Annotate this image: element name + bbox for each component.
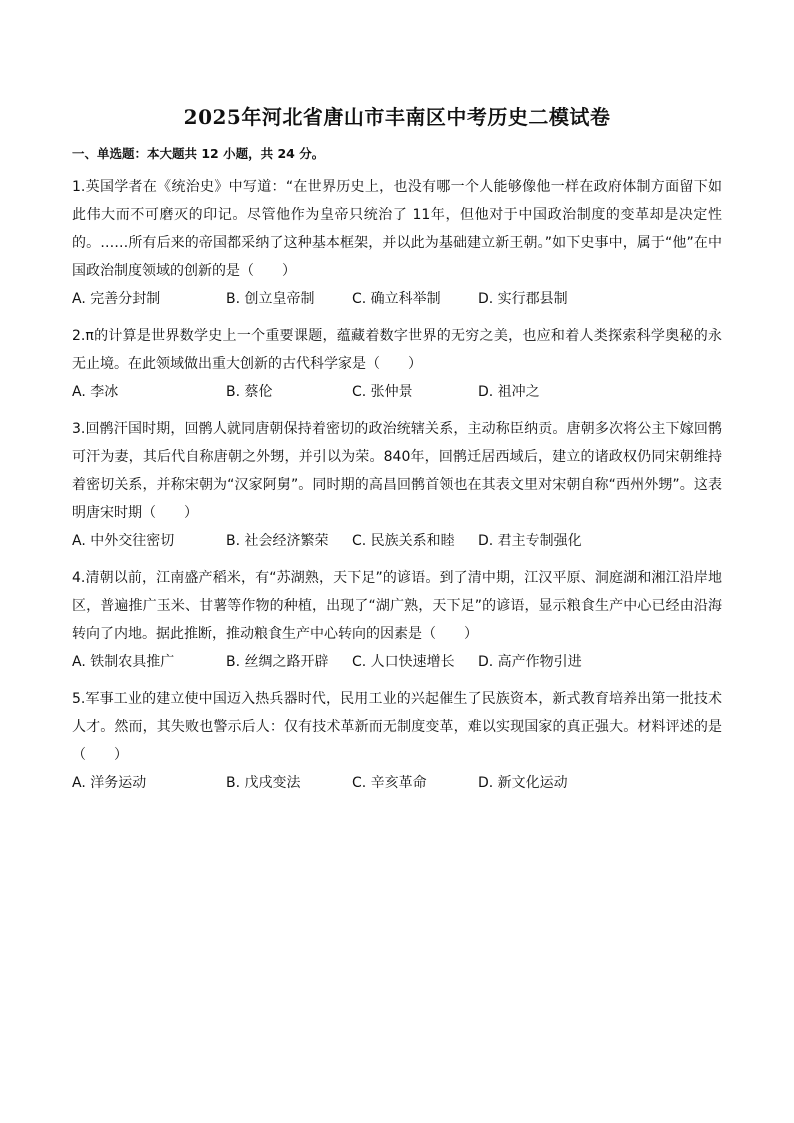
option-c: C. 辛亥革命 xyxy=(352,775,427,791)
question-2 xyxy=(72,322,722,406)
question-stem: 4.清朝以前，江南盛产稻米，有“苏湖熟，天下足”的谚语。到了清中期，江汉平原、洞庭湖和湘江沿岸地区，普遍推广玉米、甘薯等作物的种植，出现了“湖广熟，天下足”的谚语，显示粮食生产中心已经由沿海转向了内地。据此推断，推动粮食生产中心转向的因素是（ ） xyxy=(72,570,722,642)
option-a: A. 铁制农具推广 xyxy=(72,654,175,670)
option-b: B. 创立皇帝制 xyxy=(226,291,315,307)
question-stem: 2.π的计算是世界数学史上一个重要课题，蕴藏着数字世界的无穷之美，也应和着人类探索科学奥秘的永无止境。在此领域做出重大创新的古代科学家是（ ） xyxy=(72,328,722,372)
option-c: C. 民族关系和睦 xyxy=(352,533,455,549)
option-c: C. 确立科举制 xyxy=(352,291,441,307)
option-c: C. 人口快速增长 xyxy=(352,654,455,670)
option-row xyxy=(72,285,722,313)
question-stem: 3.回鹘汗国时期，回鹘人就同唐朝保持着密切的政治统辖关系，主动称臣纳贡。唐朝多次将公主下嫁回鹘可汗为妻，其后代自称唐朝之外甥，并引以为荣。840年，回鹘迁居西域后，建立的诸政权仍同宋朝维持着密切关系，并称宋朝为“汉家阿舅”。同时期的高昌回鹘首领也在其表文里对宋朝自称“西州外甥”。这表明唐宋时期（ ） xyxy=(72,421,722,521)
option-d: D. 实行郡县制 xyxy=(478,291,568,307)
question-stem: 1.英国学者在《统治史》中写道：“在世界历史上，也没有哪一个人能够像他一样在政府体制方面留下如此伟大而不可磨灭的印记。尽管他作为皇帝只统治了 11年，但他对于中国政治制度的变革却是决定性的。……所有后来的帝国都采纳了这种基本框架，并以此为基础建立新王朝。”如下史事中，属于“他”在中国政治制度领域的创新的是（ ） xyxy=(72,179,722,279)
option-d: D. 祖冲之 xyxy=(478,384,540,400)
option-row xyxy=(72,648,722,676)
option-a: A. 洋务运动 xyxy=(72,775,147,791)
option-b: B. 丝绸之路开辟 xyxy=(226,654,329,670)
option-b: B. 社会经济繁荣 xyxy=(226,533,329,549)
option-d: D. 高产作物引进 xyxy=(478,654,582,670)
option-d: D. 新文化运动 xyxy=(478,775,568,791)
option-b: B. 戊戌变法 xyxy=(226,775,301,791)
option-row xyxy=(72,378,722,406)
option-c: C. 张仲景 xyxy=(352,384,413,400)
option-row xyxy=(72,769,722,797)
question-3 xyxy=(72,415,722,555)
option-d: D. 君主专制强化 xyxy=(478,533,582,549)
question-5 xyxy=(72,685,722,797)
question-1 xyxy=(72,173,722,313)
option-a: A. 完善分封制 xyxy=(72,291,161,307)
option-b: B. 蔡伦 xyxy=(226,384,273,400)
question-stem: 5.军事工业的建立使中国迈入热兵器时代，民用工业的兴起催生了民族资本，新式教育培养出第一批技术人才。然而，其失败也警示后人：仅有技术革新而无制度变革，难以实现国家的真正强大。材料评述的是（ ） xyxy=(72,691,722,763)
section-heading: 一、单选题：本大题共 12 小题，共 24 分。 xyxy=(72,146,325,161)
option-a: A. 中外交往密切 xyxy=(72,533,175,549)
page-title: 2025年河北省唐山市丰南区中考历史二模试卷 xyxy=(183,105,611,129)
option-a: A. 李冰 xyxy=(72,384,119,400)
option-row xyxy=(72,527,722,555)
question-4 xyxy=(72,564,722,676)
